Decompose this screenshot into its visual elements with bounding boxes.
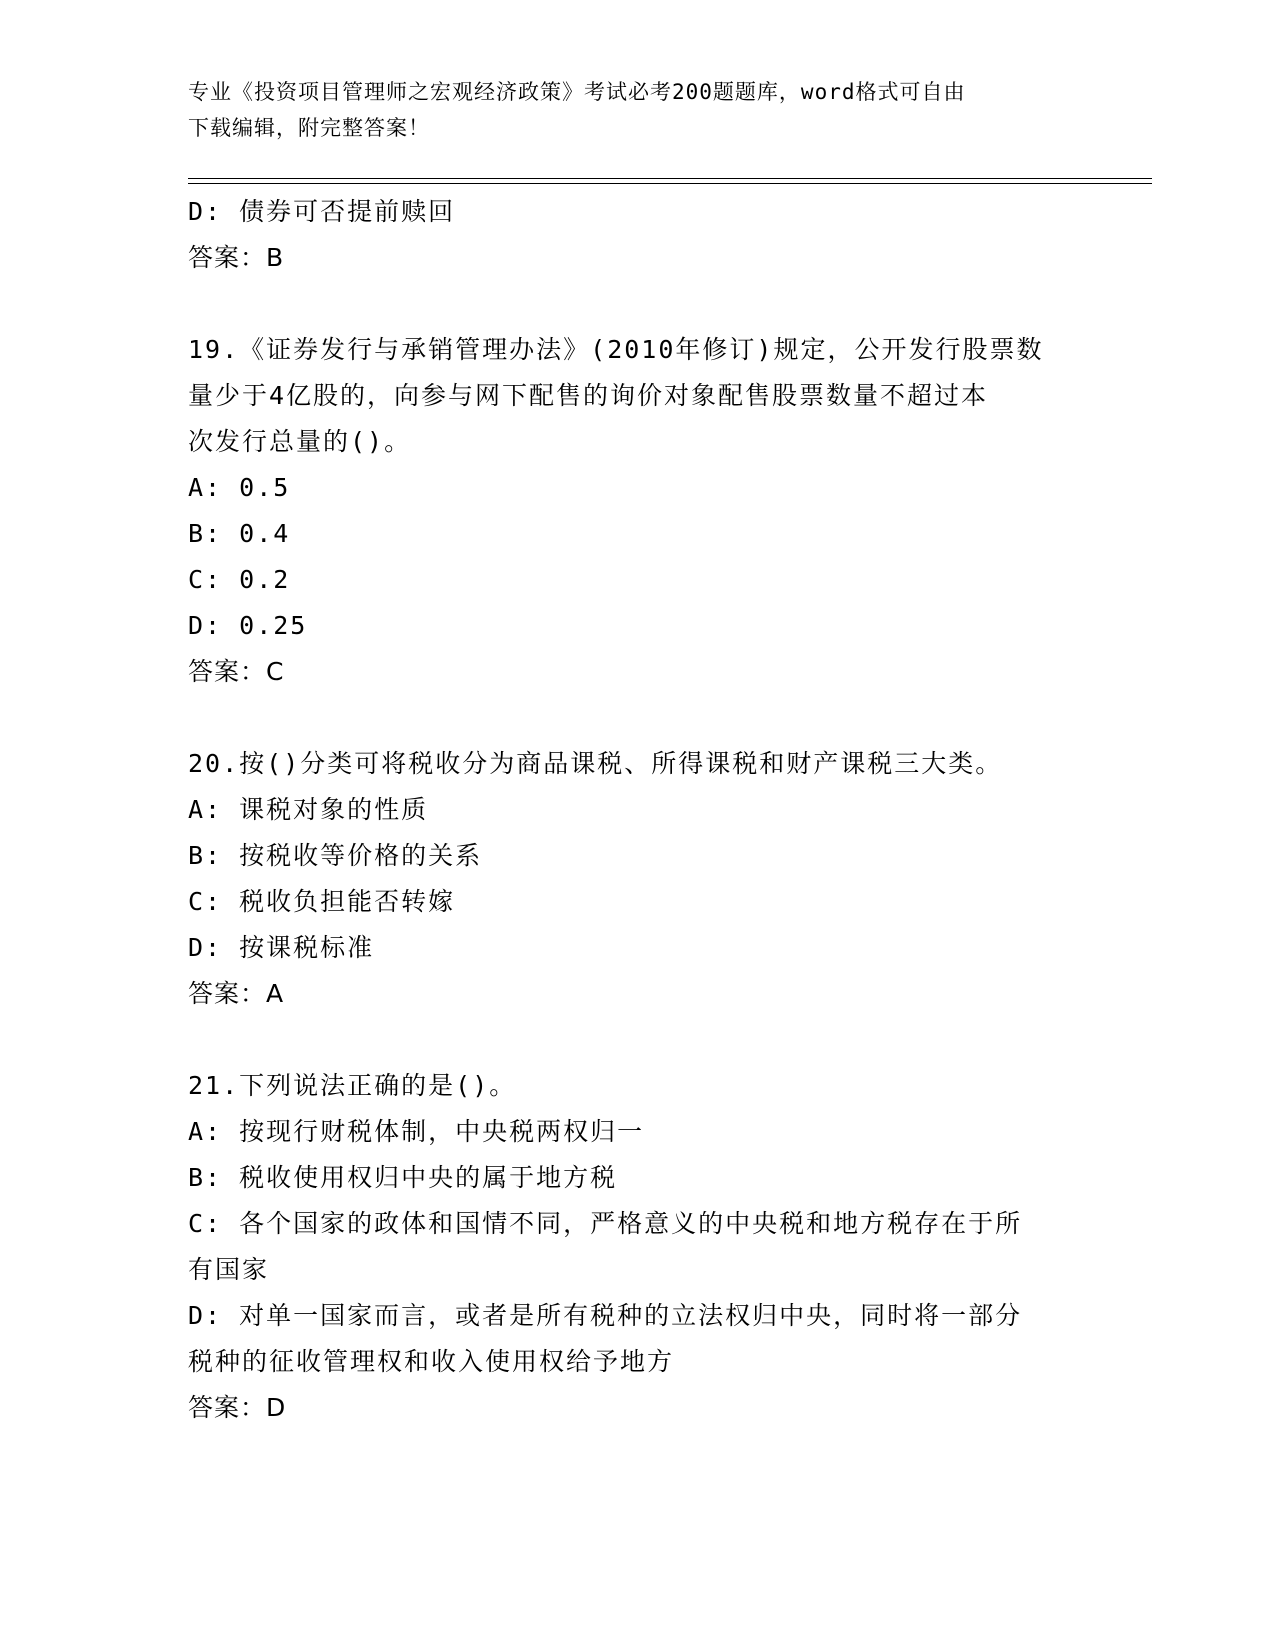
- page-header: [188, 74, 1088, 146]
- option-c-continued: 有国家: [188, 1255, 270, 1284]
- option-d: D: 对单一国家而言，或者是所有税种的立法权归中央，同时将一部分: [188, 1301, 1023, 1330]
- question-stem: 21.下列说法正确的是()。: [188, 1071, 517, 1100]
- option-d-continued: 税种的征收管理权和收入使用权给予地方: [188, 1347, 675, 1376]
- question-20: [188, 741, 1088, 1017]
- question-19: [188, 327, 1088, 695]
- question-stem: 19.《证券发行与承销管理办法》(2010年修订)规定，公开发行股票数: [188, 335, 1044, 364]
- option-a: A: 0.5: [188, 473, 291, 502]
- option-d: D: 按课税标准: [188, 933, 375, 962]
- header-line-1: 专业《投资项目管理师之宏观经济政策》考试必考200题题库，word格式可自由: [188, 80, 966, 104]
- question-21: [188, 1063, 1088, 1431]
- question-stem: 次发行总量的()。: [188, 427, 412, 456]
- option-a: A: 按现行财税体制，中央税两权归一: [188, 1117, 645, 1146]
- option-b: B: 税收使用权归中央的属于地方税: [188, 1163, 618, 1192]
- answer-line: 答案：D: [188, 1393, 287, 1422]
- option-d: D: 0.25: [188, 611, 308, 640]
- header-divider-bottom: [188, 183, 1152, 184]
- option-c: C: 0.2: [188, 565, 291, 594]
- option-d: D: 债券可否提前赎回: [188, 197, 456, 226]
- answer-line: 答案：B: [188, 243, 285, 272]
- option-a: A: 课税对象的性质: [188, 795, 429, 824]
- header-line-2: 下载编辑，附完整答案！: [188, 116, 430, 140]
- option-b: B: 0.4: [188, 519, 291, 548]
- answer-line: 答案：A: [188, 979, 285, 1008]
- question-content: [188, 189, 1088, 1431]
- option-c: C: 各个国家的政体和国情不同，严格意义的中央税和地方税存在于所: [188, 1209, 1023, 1238]
- question-stem: 量少于4亿股的，向参与网下配售的询价对象配售股票数量不超过本: [188, 381, 989, 410]
- header-divider-top: [188, 178, 1152, 179]
- spacer: [188, 281, 1088, 327]
- spacer: [188, 1017, 1088, 1063]
- option-b: B: 按税收等价格的关系: [188, 841, 483, 870]
- option-c: C: 税收负担能否转嫁: [188, 887, 456, 916]
- question-stem: 20.按()分类可将税收分为商品课税、所得课税和财产课税三大类。: [188, 749, 1003, 778]
- spacer: [188, 695, 1088, 741]
- answer-line: 答案：C: [188, 657, 285, 686]
